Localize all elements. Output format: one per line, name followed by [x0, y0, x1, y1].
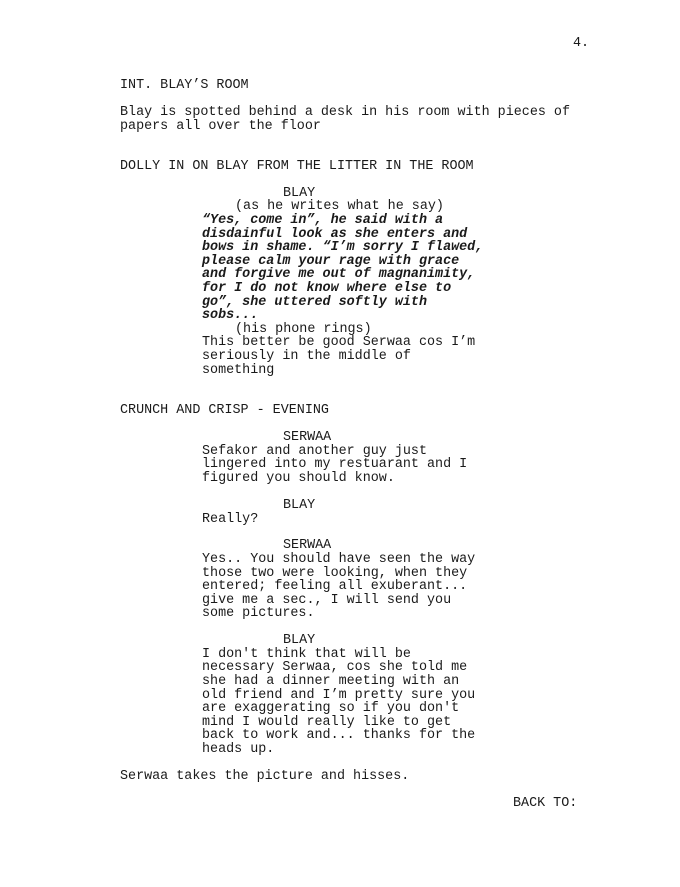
dialogue-line: I don't think that will be [202, 647, 411, 662]
character-name: SERWAA [283, 538, 332, 553]
dialogue-line: necessary Serwaa, cos she told me [202, 660, 468, 675]
transition: BACK TO: [513, 796, 578, 811]
dialogue-line: disdainful look as she enters and [202, 227, 468, 242]
character-name: BLAY [283, 186, 316, 201]
dialogue-line: “Yes, come in”, he said with a [202, 213, 444, 228]
dialogue-line: for I do not know where else to [202, 281, 452, 296]
dialogue-line: seriously in the middle of [202, 349, 411, 364]
dialogue-line: Yes.. You should have seen the way [202, 552, 476, 567]
dialogue-line: figured you should know. [202, 471, 395, 486]
dialogue-line: sobs... [202, 308, 259, 323]
dialogue-line: mind I would really like to get [202, 715, 452, 730]
action-line: papers all over the floor [120, 119, 321, 134]
dialogue-line: bows in shame. “I’m sorry I flawed, [202, 240, 484, 255]
dialogue-line: heads up. [202, 742, 275, 757]
character-name: BLAY [283, 498, 316, 513]
dialogue-line: and forgive me out of magnanimity, [202, 267, 476, 282]
dialogue-line: Really? [202, 512, 259, 527]
parenthetical: (as he writes what he say) [235, 199, 444, 214]
dialogue-line: old friend and I’m pretty sure you [202, 688, 476, 703]
page-number: 4. [573, 36, 590, 51]
scene-heading: INT. BLAY’S ROOM [120, 78, 249, 93]
dialogue-line: give me a sec., I will send you [202, 593, 452, 608]
dialogue-line: those two were looking, when they [202, 566, 468, 581]
action-line: Blay is spotted behind a desk in his room with pieces of [120, 105, 570, 120]
dialogue-line: please calm your rage with grace [202, 254, 460, 269]
dialogue-line: something [202, 363, 275, 378]
dialogue-line: This better be good Serwaa cos I’m [202, 335, 476, 350]
parenthetical: (his phone rings) [235, 322, 372, 337]
dialogue-line: are exaggerating so if you don't [202, 701, 460, 716]
dialogue-line: back to work and... thanks for the [202, 728, 476, 743]
dialogue-line: she had a dinner meeting with an [202, 674, 460, 689]
character-name: SERWAA [283, 430, 332, 445]
character-name: BLAY [283, 633, 316, 648]
dialogue-line: lingered into my restuarant and I [202, 457, 468, 472]
dialogue-line: entered; feeling all exuberant... [202, 579, 468, 594]
action-line: Serwaa takes the picture and hisses. [120, 769, 410, 784]
camera-direction: DOLLY IN ON BLAY FROM THE LITTER IN THE ROOM [120, 159, 474, 174]
dialogue-line: some pictures. [202, 606, 315, 621]
dialogue-line: go”, she uttered softly with [202, 295, 427, 310]
dialogue-line: Sefakor and another guy just [202, 444, 427, 459]
scene-heading: CRUNCH AND CRISP - EVENING [120, 403, 329, 418]
